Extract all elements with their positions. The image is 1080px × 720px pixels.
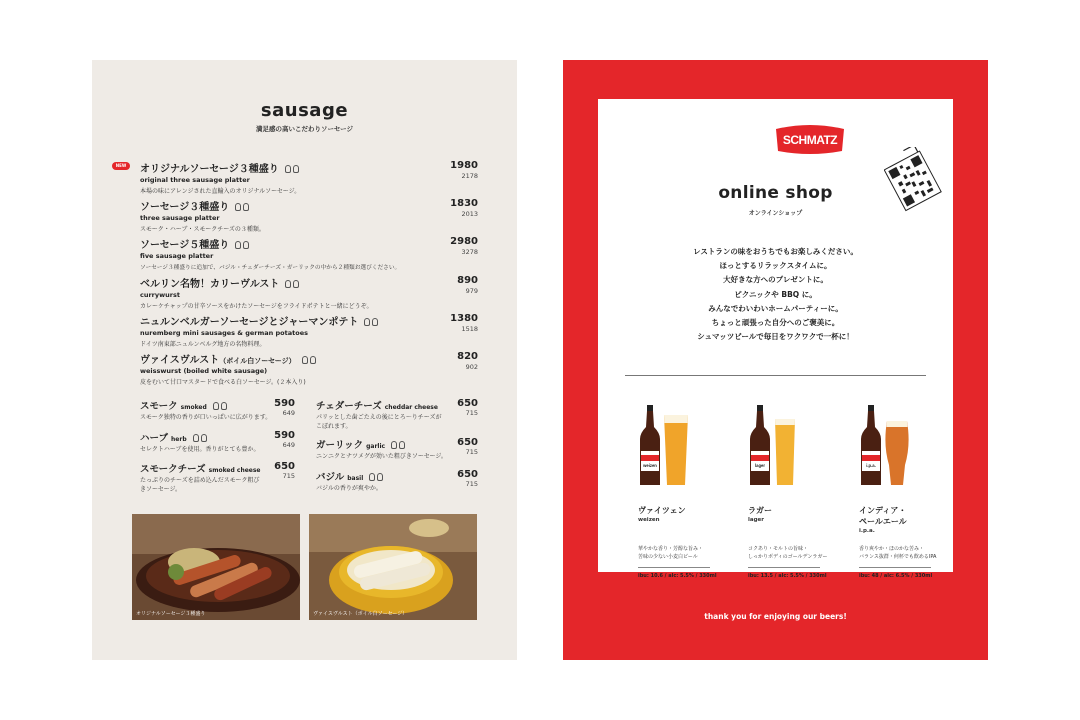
qr-code-icon[interactable]: [884, 147, 946, 213]
beer-description: 華やかな香り・芳醇な旨み・: [638, 546, 704, 552]
weisswurst-photo: [309, 514, 477, 620]
item-price-tax: 715: [465, 409, 478, 417]
photo-caption: ヴァイスヴルスト（ボイル白ソーセージ）: [313, 611, 408, 617]
single-sausage-item: [316, 469, 478, 494]
spice-icon: [283, 279, 299, 290]
item-name: ソーセージ５種盛り: [140, 240, 230, 251]
sausage-platter-photo: [132, 514, 300, 620]
beer-description: しっかりボディのゴールデンラガー: [748, 554, 828, 560]
intro-line: ピクニックや BBQ に。: [734, 289, 817, 299]
item-english-name: herb: [171, 436, 187, 443]
item-description: セレクトハーブを使用。香りがとても豊か。: [140, 446, 260, 453]
spice-icon: [233, 202, 249, 213]
footer-message: thank you for enjoying our beers!: [704, 612, 847, 621]
item-name: ヴァイスヴルスト: [140, 355, 220, 366]
online-shop-page: [563, 60, 988, 660]
item-description: スモーク独特の香りが口いっぱいに広がります。: [140, 414, 272, 421]
beer-description: コクあり・モルトの旨味・: [748, 546, 809, 552]
beer-description: 苦味の少ない小麦白ビール: [638, 554, 698, 560]
beer-description: 香り爽やか・ほのかな苦み・: [859, 546, 925, 552]
photo-caption: オリジナルソーセージ３種盛り: [136, 611, 206, 617]
item-english-name: currywurst: [140, 291, 180, 299]
menu-item: [140, 351, 478, 386]
item-english-name: weisswurst (boiled white sausage): [140, 367, 268, 375]
item-name: ガーリック: [316, 440, 364, 451]
beer-name-en: i.p.a.: [859, 528, 875, 534]
item-price-tax: 649: [282, 441, 295, 449]
item-price: 890: [457, 275, 478, 286]
spice-icon: [367, 472, 383, 483]
item-description: バジルの香りが爽やか。: [316, 485, 382, 492]
spice-icon: [389, 440, 405, 451]
intro-text: [598, 245, 953, 344]
menu-item: [140, 313, 478, 348]
item-price-tax: 715: [282, 472, 295, 480]
single-sausage-item: [140, 461, 295, 494]
item-description: 皮をむいて甘口マスタードで食べる白ソーセージ。(２本入り): [140, 379, 306, 386]
beer-divider: [748, 567, 820, 568]
page-title: online shop: [718, 183, 833, 203]
single-sausage-item: [316, 437, 478, 462]
item-price: 650: [457, 437, 478, 448]
item-price: 820: [457, 351, 478, 362]
item-price-tax: 715: [465, 480, 478, 488]
intro-line: レストランの味をおうちでもお楽しみください。: [693, 247, 858, 256]
item-name: スモーク: [140, 401, 178, 412]
item-english-name: cheddar cheese: [384, 404, 438, 411]
beer-bottle-glass-image: [748, 405, 828, 487]
beer-name-jp: ラガー: [748, 506, 772, 515]
intro-line: 大好きな方へのプレゼントに。: [723, 275, 828, 285]
item-price-tax: 902: [465, 363, 478, 371]
beer-bottle-glass-image: [859, 405, 939, 487]
item-name: ハーブ: [140, 433, 169, 444]
page-title: sausage: [260, 100, 349, 121]
item-description: たっぷりのチーズを詰め込んだスモーク粗びきソーセージ。: [140, 477, 260, 493]
item-name: チェダーチーズ: [316, 401, 382, 412]
item-english-name: original three sausage platter: [140, 176, 250, 184]
item-price: 650: [274, 461, 295, 472]
shop-content-panel: [598, 99, 953, 579]
spice-icon: [191, 433, 207, 444]
item-price-tax: 1518: [461, 325, 478, 333]
beer-divider: [638, 567, 710, 568]
bottle-label: i.p.a.: [866, 463, 876, 468]
single-sausage-item: [140, 398, 295, 423]
item-english-name: three sausage platter: [140, 214, 220, 222]
item-name: ニュルンベルガーソーセージとジャーマンポテト: [140, 317, 359, 328]
item-price-tax: 2013: [461, 210, 478, 218]
beer-name-en: lager: [748, 517, 764, 523]
intro-line: シュマッツビールで毎日をワクワクで一杯に！: [697, 332, 854, 342]
sausage-menu-page: [92, 60, 517, 660]
item-price: 1380: [450, 313, 478, 324]
item-price: 650: [457, 398, 478, 409]
item-description: ソーセージ３種盛りに追加で、バジル・チェダーチーズ・ガーリックの中から２種類お選びください。: [140, 265, 401, 271]
item-price: 590: [274, 430, 295, 441]
item-price: 650: [457, 469, 478, 480]
page-subtitle: オンラインショップ: [748, 210, 803, 217]
item-price: 1830: [450, 198, 478, 209]
item-price-tax: 715: [465, 448, 478, 456]
intro-line: ちょっと頑張った自分へのご褒美に。: [711, 318, 840, 328]
item-name: ソーセージ３種盛り: [140, 202, 230, 213]
item-price-tax: 979: [465, 287, 478, 295]
item-description: ドイツ南東部ニュルンベルグ地方の名物料理。: [140, 341, 266, 348]
menu-item: [140, 198, 478, 233]
beer-divider: [859, 567, 931, 568]
beer-spec: ibu: 13.5 / alc: 5.5% / 330ml: [748, 573, 827, 579]
spice-icon: [300, 355, 316, 366]
spice-icon: [362, 317, 378, 328]
item-english-name: smoked cheese: [208, 467, 261, 474]
item-english-name: garlic: [366, 443, 386, 450]
item-english-name: nuremberg mini sausages & german potatoes: [140, 329, 308, 337]
bottle-label: weizen: [643, 463, 657, 468]
section-divider: [625, 375, 926, 376]
single-sausage-item: [316, 398, 478, 431]
item-name: オリジナルソーセージ３種盛り: [140, 164, 279, 175]
spice-icon: [233, 240, 249, 251]
menu-item: [140, 160, 478, 195]
item-name: ベルリン名物！カリーヴルスト: [140, 279, 280, 290]
menu-item: [140, 236, 478, 271]
item-price: 1980: [450, 160, 478, 171]
beer-name-jp: ヴァイツェン: [638, 506, 686, 515]
intro-line: ほっとするリラックスタイムに。: [719, 261, 832, 271]
intro-line: みんなでわいわいホームパーティーに。: [708, 303, 843, 313]
logo-text: SCHMATZ: [782, 133, 838, 147]
beer-bottle-glass-image: [638, 405, 718, 487]
item-price: 2980: [450, 236, 478, 247]
beer-spec: ibu: 48 / alc: 6.5% / 330ml: [859, 573, 933, 579]
beer-spec: ibu: 10.6 / alc: 5.5% / 330ml: [638, 573, 717, 579]
item-description: ニンニクとナツメグが効いた粗びきソーセージ。: [316, 453, 447, 460]
item-english-name: five sausage platter: [140, 252, 214, 260]
item-description: スモーク・ハーブ・スモークチーズの３種類。: [140, 226, 265, 233]
item-price: 590: [274, 398, 295, 409]
beer-name-en: weizen: [638, 517, 660, 523]
item-description: カレーケチャップの甘辛ソースをかけたソーセージをフライドポテトと一緒にどうぞ。: [140, 303, 373, 310]
item-price-tax: 3278: [461, 248, 478, 256]
item-name: スモークチーズ: [140, 464, 206, 475]
item-description: 本場の味にアレンジされた直輸入のオリジナルソーセージ。: [140, 188, 301, 195]
item-price-tax: 2178: [461, 172, 478, 180]
item-name-note: （ボイル白ソーセージ）: [219, 357, 296, 365]
item-english-name: basil: [347, 475, 364, 482]
schmatz-logo: [774, 123, 846, 155]
beer-name-jp-line2: ペールエール: [859, 517, 907, 526]
beer-name-jp: インディア・: [859, 506, 907, 515]
beer-description: バランス抜群・何杯でも飲めるIPA: [859, 554, 937, 560]
item-price-tax: 649: [282, 409, 295, 417]
new-badge: NEW: [112, 162, 130, 170]
menu-item: [140, 275, 478, 310]
bottle-label: lager: [754, 463, 766, 468]
item-description: パリッとした歯ごたえの後にとろ〜りチーズがこぼれます。: [316, 414, 442, 430]
spice-icon: [283, 164, 299, 175]
item-english-name: smoked: [180, 404, 207, 411]
item-name: バジル: [316, 472, 345, 483]
spice-icon: [211, 401, 227, 412]
page-subtitle: 満足感の高いこだわりソーセージ: [256, 125, 353, 133]
single-sausage-item: [140, 430, 295, 455]
